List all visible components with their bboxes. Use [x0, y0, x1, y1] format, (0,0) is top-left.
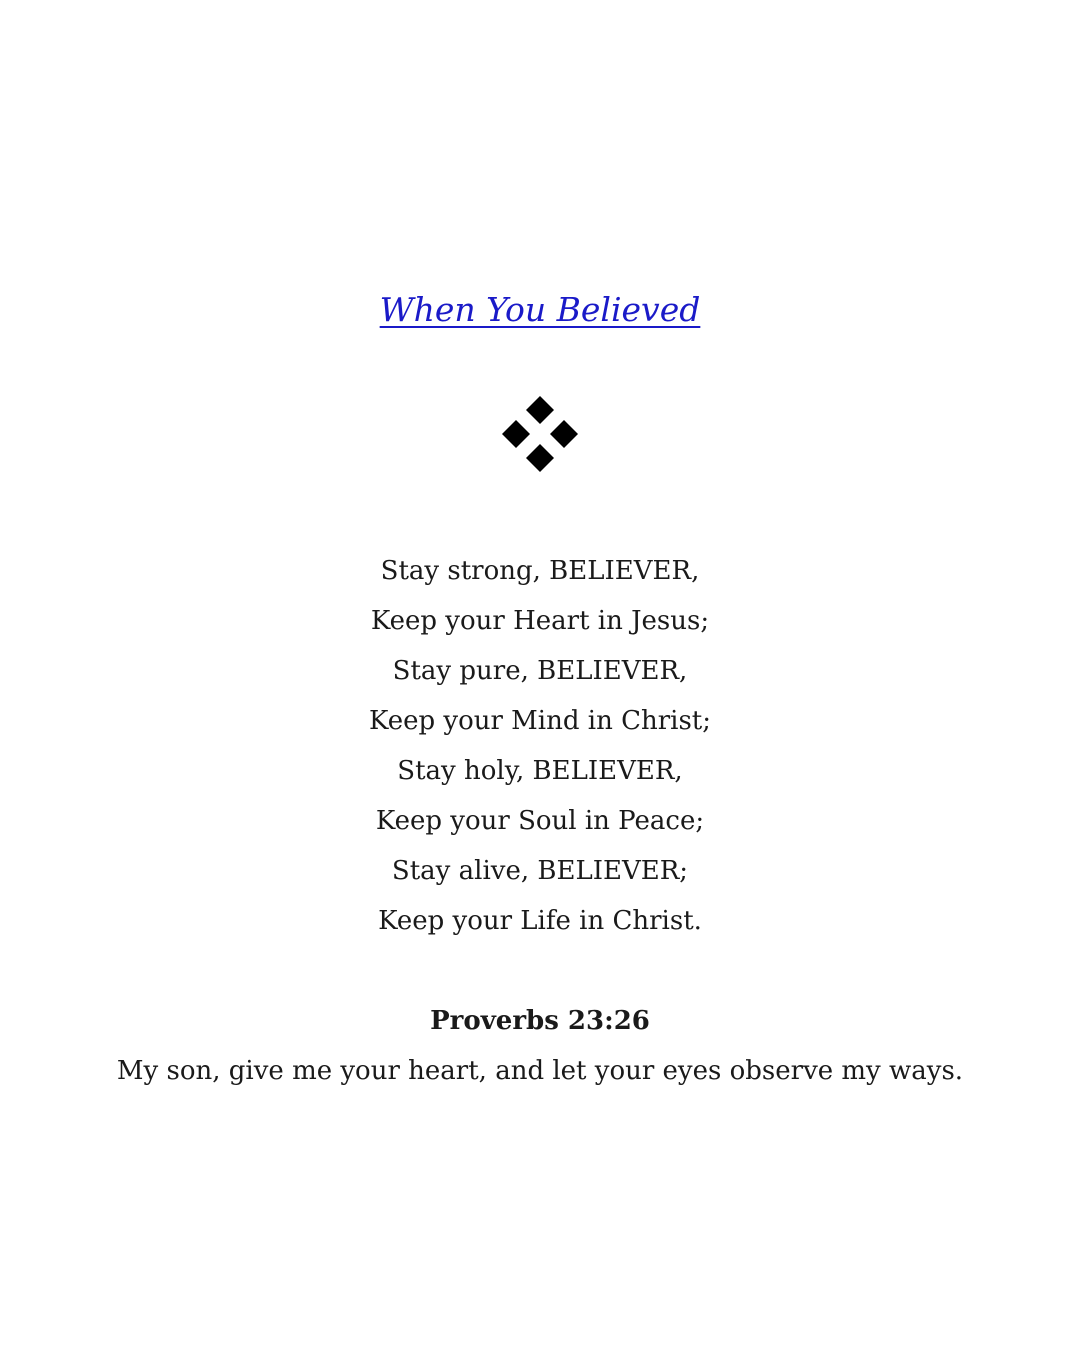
poem-line: Stay strong, BELIEVER, — [380, 556, 700, 586]
poem — [0, 546, 1080, 946]
poem-line: Keep your Heart in Jesus; — [370, 606, 710, 636]
poem-line: Stay alive, BELIEVER; — [391, 856, 689, 886]
poem-line: Keep your Life in Christ. — [378, 906, 702, 936]
ornament-diamond-bottom — [526, 444, 554, 472]
verse-text: My son, give me your heart, and let your eyes observe my ways. — [116, 1056, 964, 1086]
ornament-diamond-right — [550, 420, 578, 448]
four-diamond-ornament-icon — [500, 394, 580, 474]
poem-line: Stay pure, BELIEVER, — [392, 656, 688, 686]
page-title — [0, 286, 1080, 334]
ornament-diamond-left — [502, 420, 530, 448]
title-link[interactable]: When You Believed — [379, 290, 701, 329]
poem-line: Keep your Mind in Christ; — [368, 706, 712, 736]
ornament-diamond-top — [526, 396, 554, 424]
verse-reference: Proverbs 23:26 — [430, 1006, 650, 1036]
poem-line: Keep your Soul in Peace; — [375, 806, 705, 836]
poem-line: Stay holy, BELIEVER, — [397, 756, 683, 786]
